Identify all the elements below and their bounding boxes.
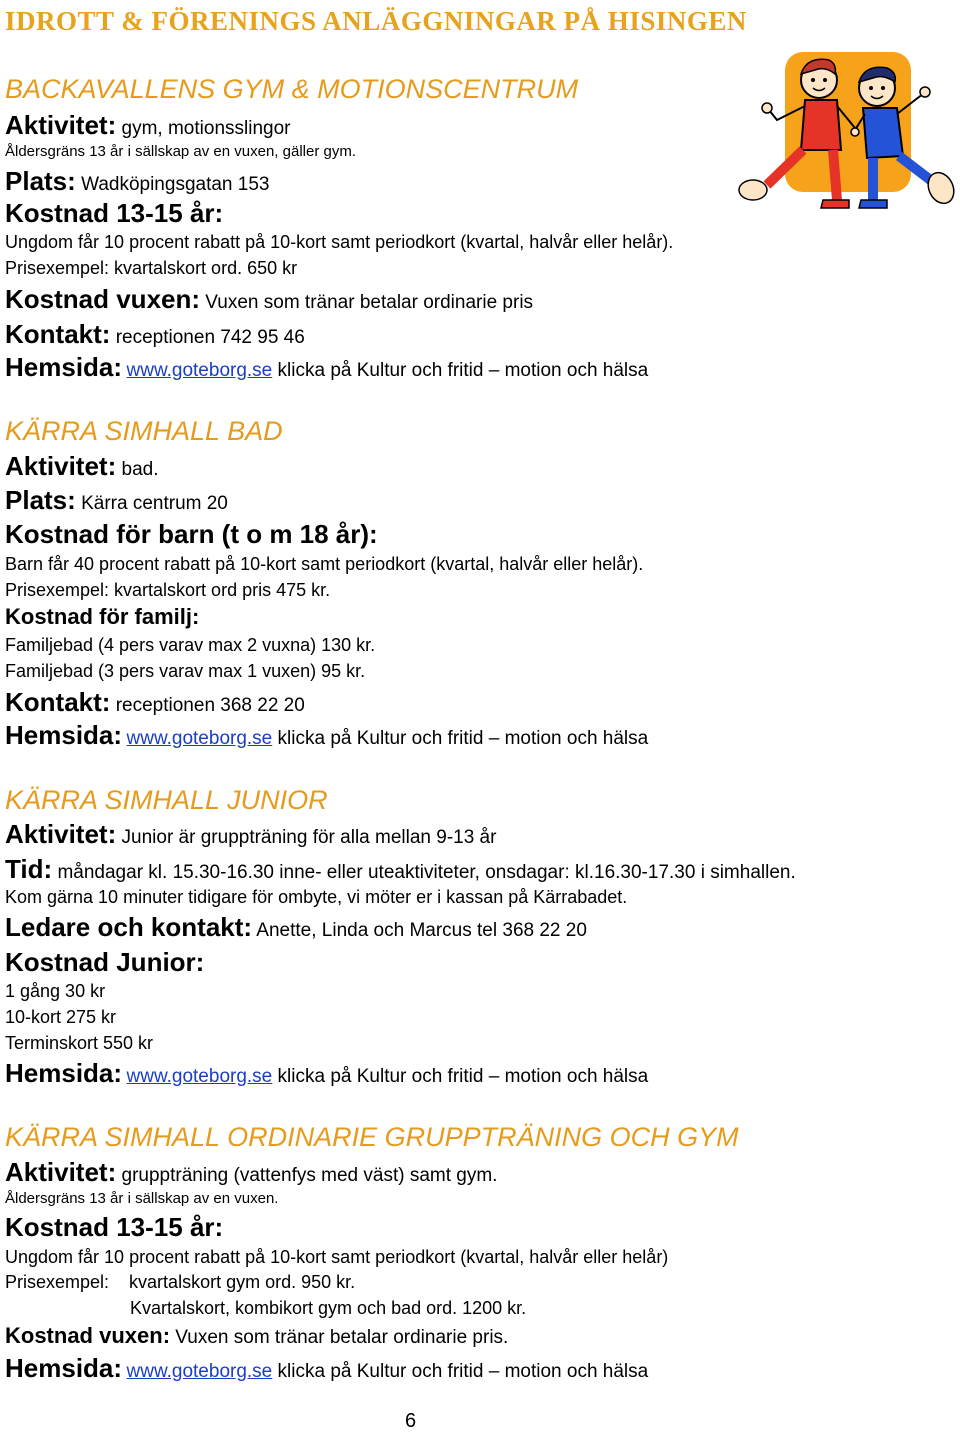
website-label: Hemsida: [5, 1353, 123, 1383]
activity-label: Aktivitet: [5, 1157, 117, 1187]
website-line [5, 353, 648, 383]
adult-cost-line [5, 1323, 508, 1349]
adult-cost-value: Vuxen som tränar betalar ordinarie pris. [170, 1327, 509, 1348]
family-cost-label: Kostnad för familj: [5, 604, 200, 629]
time-label: Tid: [5, 854, 53, 884]
age-limit: Åldersgräns 13 år i sällskap av en vuxen, gäller gym. [5, 143, 357, 160]
price-example: Prisexempel: kvartalskort ord pris 475 kr. [5, 580, 331, 600]
section-heading-karra-junior: KÄRRA SIMHALL JUNIOR [5, 785, 328, 815]
price-2: 10-kort 275 kr [5, 1007, 117, 1027]
section-heading-karra-bad: KÄRRA SIMHALL BAD [5, 416, 283, 446]
section-heading-karra-ordinarie: KÄRRA SIMHALL ORDINARIE GRUPPTRÄNING OCH GYM [5, 1122, 739, 1152]
contact-value: receptionen 368 22 20 [110, 695, 305, 716]
cost-text: Ungdom får 10 procent rabatt på 10-kort samt periodkort (kvartal, halvår eller helår). [5, 232, 674, 252]
website-note: klicka på Kultur och fritid – motion och hälsa [272, 1066, 649, 1087]
place-label: Plats: [5, 485, 76, 515]
note-text: Kom gärna 10 minuter tidigare för ombyte, vi möter er i kassan på Kärrabadet. [5, 887, 628, 907]
website-line [5, 721, 648, 751]
contact-line [5, 688, 305, 718]
website-note: klicka på Kultur och fritid – motion och hälsa [272, 728, 649, 749]
contact-value: receptionen 742 95 46 [110, 327, 305, 348]
price-2: Kvartalskort, kombikort gym och bad ord. 1200 kr. [130, 1298, 527, 1318]
page-number: 6 [405, 1410, 417, 1432]
adult-cost-label: Kostnad vuxen: [5, 1323, 171, 1348]
website-link[interactable]: www.goteborg.se [126, 360, 273, 381]
activity-value: Junior är gruppträning för alla mellan 9-13 år [116, 827, 497, 848]
activity-label: Aktivitet: [5, 451, 117, 481]
website-link[interactable]: www.goteborg.se [126, 728, 273, 749]
website-label: Hemsida: [5, 352, 123, 382]
activity-line [5, 452, 159, 482]
activity-value: gym, motionsslingor [116, 118, 291, 139]
website-line [5, 1354, 648, 1384]
website-label: Hemsida: [5, 1058, 123, 1088]
leader-label: Ledare och kontakt: [5, 912, 253, 942]
website-label: Hemsida: [5, 720, 123, 750]
family-price-2: Familjebad (3 pers varav max 1 vuxen) 95 kr. [5, 661, 366, 681]
place-value: Wadköpingsgatan 153 [75, 174, 270, 195]
time-line [5, 855, 796, 885]
website-note: klicka på Kultur och fritid – motion och hälsa [272, 360, 649, 381]
cost-label: Kostnad Junior: [5, 947, 205, 977]
activity-label: Aktivitet: [5, 819, 117, 849]
leader-value: Anette, Linda och Marcus tel 368 22 20 [252, 920, 587, 941]
activity-value: bad. [116, 459, 159, 480]
activity-line [5, 820, 496, 850]
cost-text: Barn får 40 procent rabatt på 10-kort samt periodkort (kvartal, halvår eller helår). [5, 554, 644, 574]
adult-cost-line [5, 285, 533, 315]
cost-label: Kostnad 13-15 år: [5, 1212, 224, 1242]
website-link[interactable]: www.goteborg.se [126, 1066, 273, 1087]
contact-label: Kontakt: [5, 687, 111, 717]
cost-text: Ungdom får 10 procent rabatt på 10-kort samt periodkort (kvartal, halvår eller helår) [5, 1247, 669, 1267]
two-kids-playing-icon [737, 50, 957, 220]
contact-label: Kontakt: [5, 319, 111, 349]
website-line [5, 1059, 648, 1089]
website-note: klicka på Kultur och fritid – motion och hälsa [272, 1361, 649, 1382]
contact-line [5, 320, 305, 350]
price-line [5, 1272, 355, 1293]
cost-label: Kostnad för barn (t o m 18 år): [5, 519, 378, 549]
time-value: måndagar kl. 15.30-16.30 inne- eller uteaktiviteter, onsdagar: kl.16.30-17.30 i simhallen. [52, 862, 796, 883]
price-1: 1 gång 30 kr [5, 981, 106, 1001]
activity-label: Aktivitet: [5, 110, 117, 140]
place-line [5, 486, 228, 516]
price-3: Terminskort 550 kr [5, 1033, 154, 1053]
adult-cost-label: Kostnad vuxen: [5, 284, 201, 314]
leader-line [5, 913, 587, 943]
activity-line [5, 111, 290, 141]
place-label: Plats: [5, 166, 76, 196]
family-price-1: Familjebad (4 pers varav max 2 vuxna) 130 kr. [5, 635, 376, 655]
price-1: kvartalskort gym ord. 950 kr. [129, 1272, 356, 1292]
place-value: Kärra centrum 20 [75, 493, 228, 514]
cost-label: Kostnad 13-15 år: [5, 198, 224, 228]
place-line [5, 167, 269, 197]
price-example: Prisexempel: kvartalskort ord. 650 kr [5, 258, 298, 278]
price-label: Prisexempel: [5, 1272, 110, 1292]
age-limit: Åldersgräns 13 år i sällskap av en vuxen. [5, 1190, 279, 1207]
adult-cost-value: Vuxen som tränar betalar ordinarie pris [200, 292, 534, 313]
document-title: IDROTT & FÖRENINGS ANLÄGGNINGAR PÅ HISINGEN [5, 6, 747, 36]
activity-line [5, 1158, 497, 1188]
activity-value: gruppträning (vattenfys med väst) samt gym. [116, 1165, 498, 1186]
section-heading-backavallen: BACKAVALLENS GYM & MOTIONSCENTRUM [5, 74, 579, 104]
website-link[interactable]: www.goteborg.se [126, 1361, 273, 1382]
